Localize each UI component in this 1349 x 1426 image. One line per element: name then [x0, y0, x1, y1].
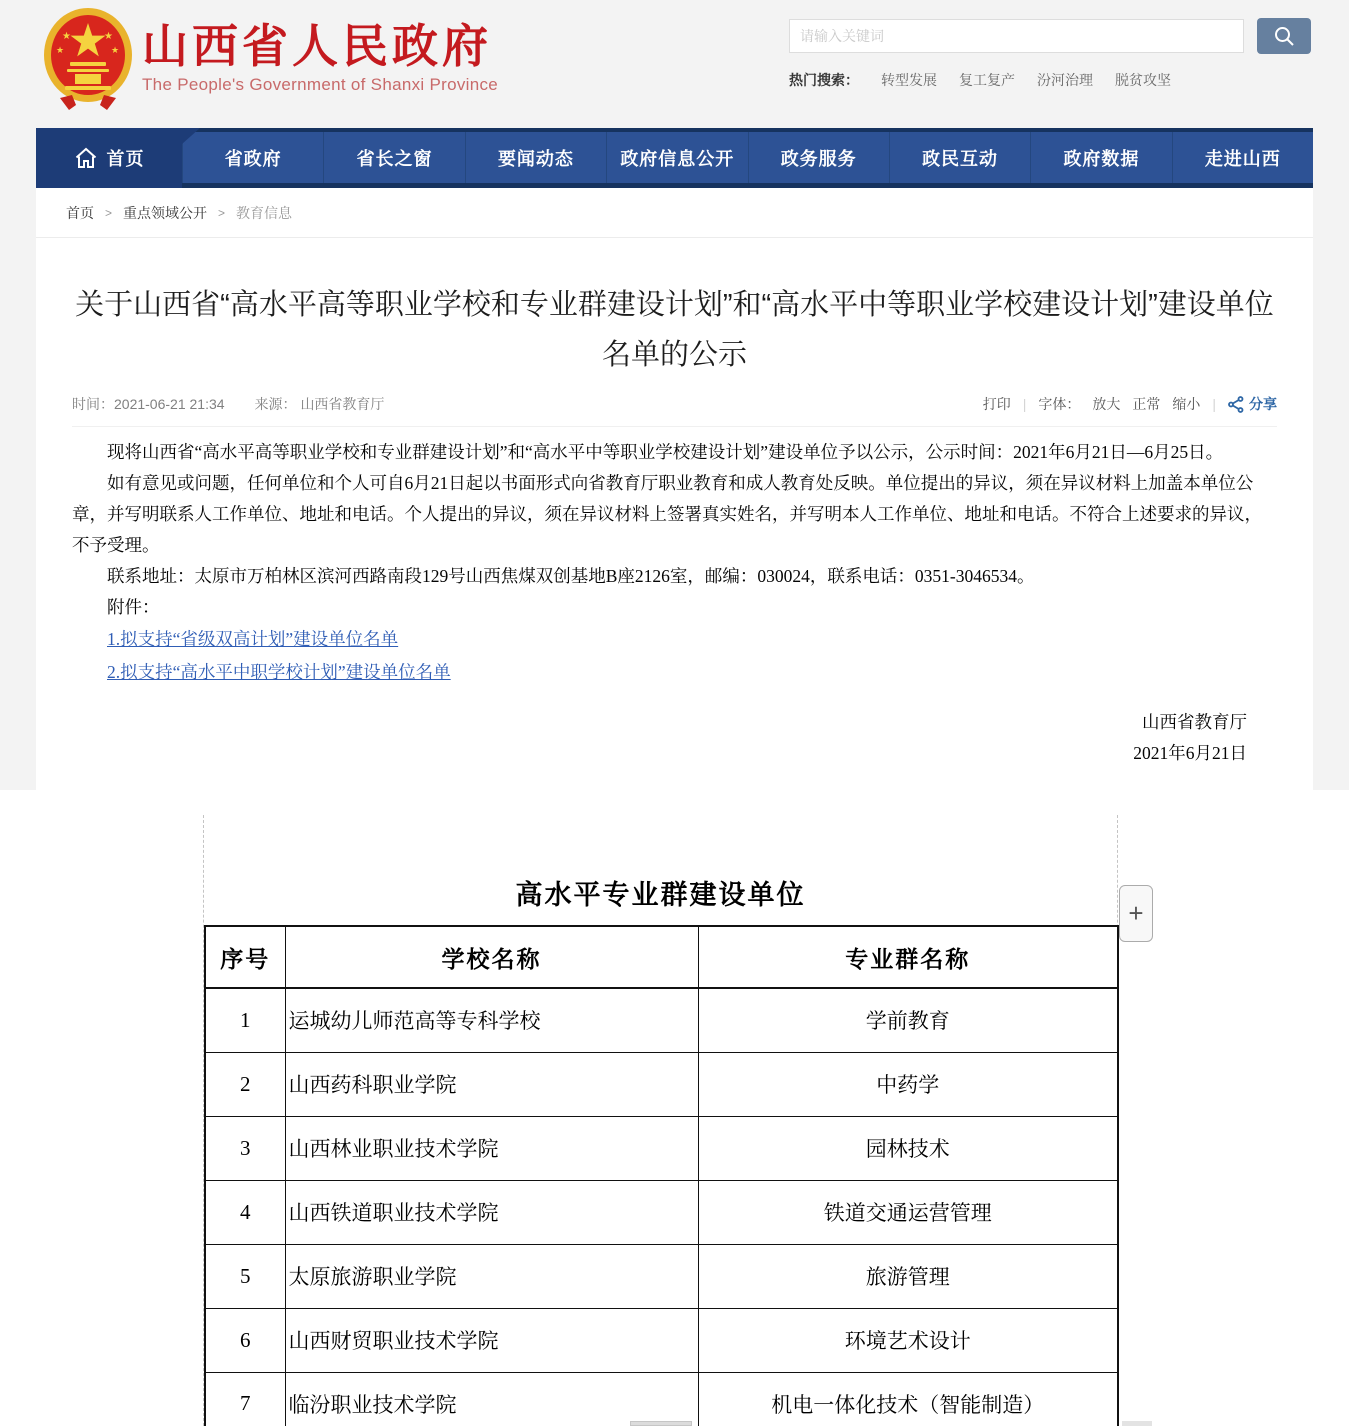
nav-items	[36, 132, 1313, 183]
row-index-cell: 6	[205, 1308, 285, 1372]
table-header-cell: 专业群名称	[698, 926, 1118, 988]
share-button[interactable]	[1228, 394, 1277, 414]
search-button[interactable]	[1257, 18, 1311, 54]
svg-text:★: ★	[104, 31, 113, 42]
doc-table-title: 高水平专业群建设单位	[515, 880, 806, 910]
hot-search-link[interactable]: 脱贫攻坚	[1115, 72, 1171, 88]
table-row	[205, 1180, 1118, 1244]
meta-source-label: 来源：	[254, 396, 297, 412]
school-name-cell: 临汾职业技术学院	[285, 1372, 698, 1426]
horizontal-scrollbar-end[interactable]	[1122, 1421, 1152, 1426]
row-index-cell: 4	[205, 1180, 285, 1244]
site-title: 山西省人民政府	[142, 20, 492, 72]
major-group-cell: 园林技术	[698, 1116, 1118, 1180]
doc-table	[204, 925, 1119, 1426]
breadcrumb	[36, 188, 1313, 238]
article-paragraph: 如有意见或问题，任何单位和个人可自6月21日起以书面形式向省教育厅职业教育和成人教育处反映。单位提出的异议，须在异议材料上加盖本单位公章，并写明联系人工作单位、地址和电话。个人提出的异议，须在异议材料上签署真实姓名，并写明本人工作单位、地址和电话。不符合上述要求的异议，不予受理。	[72, 473, 1262, 555]
school-name-cell: 太原旅游职业学院	[285, 1244, 698, 1308]
school-name-cell: 运城幼儿师范高等专科学校	[285, 988, 698, 1052]
content-card	[36, 188, 1313, 790]
hot-search-row	[789, 70, 1312, 90]
article	[36, 238, 1313, 790]
svg-text:★: ★	[56, 45, 65, 55]
hot-search-links	[881, 70, 1171, 90]
share-icon	[1228, 396, 1244, 413]
search-row	[789, 18, 1312, 54]
nav-item-home[interactable]	[36, 128, 182, 188]
attachments	[107, 623, 1277, 689]
nav-home-label: 首页	[106, 149, 145, 169]
table-row	[205, 988, 1118, 1052]
table-row	[205, 1308, 1118, 1372]
article-meta-row	[72, 394, 1277, 427]
breadcrumb-label[interactable]: 教育信息	[236, 204, 293, 221]
hot-search-link[interactable]: 汾河治理	[1037, 72, 1093, 88]
search-block	[789, 18, 1312, 90]
hot-search-link[interactable]: 转型发展	[881, 72, 937, 88]
table-row	[205, 1372, 1118, 1426]
breadcrumb-label[interactable]: 重点领域公开	[123, 204, 208, 221]
meta-divider: |	[1022, 396, 1027, 412]
meta-left	[72, 394, 384, 414]
svg-text:★: ★	[111, 45, 120, 55]
nav-item[interactable]: 省长之窗	[323, 132, 464, 183]
share-label: 分享	[1249, 396, 1277, 412]
signature-block	[72, 707, 1277, 769]
article-paragraph: 附件：	[107, 597, 160, 617]
attachment-link[interactable]: 1.拟支持“省级双高计划”建设单位名单	[107, 629, 399, 649]
major-group-cell: 铁道交通运营管理	[698, 1180, 1118, 1244]
school-name-cell: 山西铁道职业技术学院	[285, 1180, 698, 1244]
hot-search-label: 热门搜索：	[789, 72, 859, 88]
doc-frame	[203, 815, 1118, 1426]
zoom-in-button[interactable]	[1119, 885, 1153, 942]
home-icon	[74, 147, 98, 169]
major-group-cell: 机电一体化技术（智能制造）	[698, 1372, 1118, 1426]
table-header-cell: 序号	[205, 926, 285, 988]
hot-search-link[interactable]: 复工复产	[959, 72, 1015, 88]
row-index-cell: 3	[205, 1116, 285, 1180]
nav-item[interactable]: 省政府	[182, 132, 323, 183]
signature-org: 山西省教育厅	[1142, 712, 1247, 732]
horizontal-scrollbar-thumb[interactable]	[630, 1421, 692, 1426]
site-title-group	[142, 6, 498, 95]
font-larger-button[interactable]: 放大	[1092, 396, 1121, 412]
breadcrumb-separator: >	[105, 205, 113, 220]
print-button[interactable]: 打印	[982, 396, 1011, 412]
site-logo[interactable]	[42, 6, 498, 112]
major-group-cell: 旅游管理	[698, 1244, 1118, 1308]
nav-item[interactable]: 走进山西	[1172, 132, 1313, 183]
search-icon	[1273, 25, 1295, 47]
search-input[interactable]	[789, 19, 1244, 53]
table-header-row	[205, 926, 1118, 988]
row-index-cell: 7	[205, 1372, 285, 1426]
breadcrumb-item[interactable]	[236, 203, 314, 223]
font-size-label: 字体：	[1038, 396, 1081, 412]
article-paragraph: 联系地址：太原市万柏林区滨河西路南段129号山西焦煤双创基地B座2126室，邮编：030024，联系电话：0351-3046534。	[107, 566, 1035, 586]
breadcrumb-separator: >	[218, 205, 226, 220]
nav-item[interactable]: 政府数据	[1030, 132, 1171, 183]
table-row	[205, 1116, 1118, 1180]
row-index-cell: 2	[205, 1052, 285, 1116]
breadcrumb-item[interactable]	[123, 203, 236, 223]
attachment-doc-viewer	[0, 790, 1349, 1426]
font-smaller-button[interactable]: 缩小	[1172, 396, 1201, 412]
row-index-cell: 5	[205, 1244, 285, 1308]
row-index-cell: 1	[205, 988, 285, 1052]
meta-time-value: 2021-06-21 21:34	[114, 396, 225, 412]
school-name-cell: 山西财贸职业技术学院	[285, 1308, 698, 1372]
font-normal-button[interactable]: 正常	[1132, 396, 1161, 412]
article-title: 关于山西省“高水平高等职业学校和专业群建设计划”和“高水平中等职业学校建设计划”建设单位名单的公示	[75, 289, 1274, 371]
major-group-cell: 学前教育	[698, 988, 1118, 1052]
site-subtitle: The People's Government of Shanxi Province	[142, 75, 499, 94]
meta-divider: |	[1212, 396, 1216, 412]
nav-item[interactable]: 政府信息公开	[606, 132, 747, 183]
school-name-cell: 山西林业职业技术学院	[285, 1116, 698, 1180]
meta-right	[983, 394, 1277, 414]
major-group-cell: 环境艺术设计	[698, 1308, 1118, 1372]
article-paragraph: 现将山西省“高水平高等职业学校和专业群建设计划”和“高水平中等职业学校建设计划”建设单位予以公示，公示时间：2021年6月21日—6月25日。	[107, 442, 1224, 462]
signature-date: 2021年6月21日	[1133, 743, 1247, 763]
table-row	[205, 1052, 1118, 1116]
main-nav	[36, 128, 1313, 188]
meta-source-value: 山西省教育厅	[300, 396, 385, 412]
meta-time-label: 时间：	[72, 396, 114, 412]
breadcrumb-item[interactable]	[66, 203, 123, 223]
table-header-cell: 学校名称	[285, 926, 698, 988]
school-name-cell: 山西药科职业学院	[285, 1052, 698, 1116]
nav-item[interactable]: 要闻动态	[465, 132, 606, 183]
plus-icon: +	[1128, 898, 1144, 928]
major-group-cell: 中药学	[698, 1052, 1118, 1116]
breadcrumb-label[interactable]: 首页	[66, 204, 94, 221]
nav-item[interactable]: 政民互动	[889, 132, 1030, 183]
site-header	[36, 0, 1313, 128]
national-emblem-icon	[42, 6, 134, 112]
article-body	[72, 437, 1277, 623]
nav-item[interactable]: 政务服务	[748, 132, 889, 183]
svg-text:★: ★	[62, 31, 71, 42]
attachment-link[interactable]: 2.拟支持“高水平中职学校计划”建设单位名单	[107, 662, 451, 682]
meta-source	[255, 394, 385, 414]
table-row	[205, 1244, 1118, 1308]
